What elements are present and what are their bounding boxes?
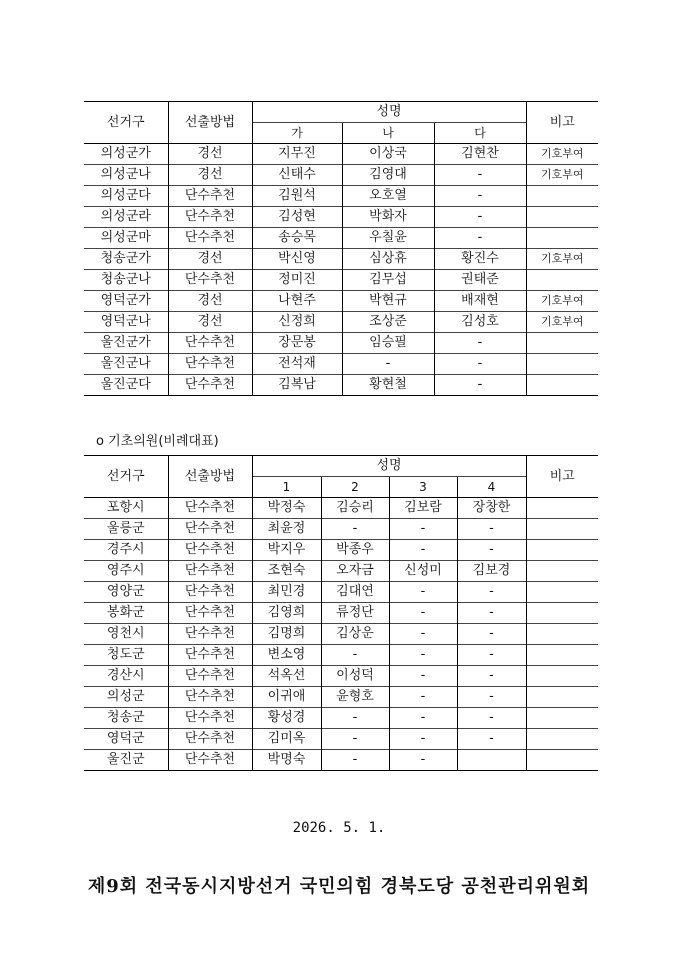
table-cell: 변소영: [252, 645, 321, 666]
table-cell: [526, 750, 598, 771]
table-cell: -: [457, 624, 526, 645]
table-cell: 최윤정: [252, 519, 321, 540]
table-cell: 단수추천: [168, 603, 252, 624]
table-cell: 신태수: [252, 165, 342, 186]
table-cell: 울릉군: [84, 519, 168, 540]
table-cell: 김원석: [252, 186, 342, 207]
header-col-2: 2: [321, 477, 389, 498]
table-row: [84, 270, 598, 291]
table-cell: 조상준: [342, 312, 434, 333]
table-row: [84, 498, 598, 519]
table-cell: 의성군나: [84, 165, 168, 186]
table-cell: 김보람: [389, 498, 457, 519]
table-cell: 기호부여: [526, 144, 598, 165]
table-row: [84, 624, 598, 645]
table-cell: 김보경: [457, 561, 526, 582]
table-cell: 이귀애: [252, 687, 321, 708]
table-cell: -: [389, 708, 457, 729]
table-cell: 김영대: [342, 165, 434, 186]
table-row: [84, 561, 598, 582]
table-cell: 단수추천: [168, 354, 252, 375]
table-cell: -: [434, 228, 526, 249]
table-cell: [526, 645, 598, 666]
table-row: [84, 144, 598, 165]
table-cell: -: [321, 708, 389, 729]
table-cell: 단수추천: [168, 687, 252, 708]
table-cell: 단수추천: [168, 228, 252, 249]
table-cell: -: [457, 687, 526, 708]
table-cell: 청송군나: [84, 270, 168, 291]
table-cell: 봉화군: [84, 603, 168, 624]
table-cell: -: [434, 165, 526, 186]
table-cell: 조현숙: [252, 561, 321, 582]
table-cell: 단수추천: [168, 666, 252, 687]
table-cell: 김승리: [321, 498, 389, 519]
table-cell: 단수추천: [168, 498, 252, 519]
section-title: o 기초의원(비례대표): [96, 434, 219, 449]
table-cell: [526, 582, 598, 603]
table-cell: 영주시: [84, 561, 168, 582]
table-cell: 우칠윤: [342, 228, 434, 249]
table-row: [84, 519, 598, 540]
table-cell: 기호부여: [526, 291, 598, 312]
table-cell: -: [389, 624, 457, 645]
table-row: [84, 165, 598, 186]
table-cell: 단수추천: [168, 645, 252, 666]
table-cell: 김명희: [252, 624, 321, 645]
table-cell: [526, 375, 598, 396]
table-cell: 이성덕: [321, 666, 389, 687]
table-cell: 울진군: [84, 750, 168, 771]
table-cell: 청송군가: [84, 249, 168, 270]
table-cell: [526, 540, 598, 561]
table-cell: [526, 354, 598, 375]
table-cell: 의성군가: [84, 144, 168, 165]
table-cell: 석옥선: [252, 666, 321, 687]
table-cell: 의성군라: [84, 207, 168, 228]
table-cell: 김영희: [252, 603, 321, 624]
table-cell: 정미진: [252, 270, 342, 291]
table-cell: -: [321, 519, 389, 540]
table-cell: [526, 666, 598, 687]
table-cell: -: [434, 186, 526, 207]
table-cell: 경선: [168, 165, 252, 186]
table-cell: -: [434, 375, 526, 396]
table-cell: 박현규: [342, 291, 434, 312]
table-row: [84, 312, 598, 333]
table-cell: 이상국: [342, 144, 434, 165]
table-cell: 전석재: [252, 354, 342, 375]
table-cell: -: [457, 603, 526, 624]
table-cell: -: [457, 645, 526, 666]
table-row: [84, 666, 598, 687]
table-cell: 의성군다: [84, 186, 168, 207]
table-cell: 단수추천: [168, 750, 252, 771]
table-cell: 박종우: [321, 540, 389, 561]
district-council-table: [84, 101, 598, 396]
table-cell: -: [457, 666, 526, 687]
header-col-da: 다: [434, 123, 526, 144]
header-district: 선거구: [106, 114, 145, 130]
table-row: [84, 582, 598, 603]
header-note: 비고: [526, 456, 598, 498]
table-cell: 심상휴: [342, 249, 434, 270]
table-cell: 단수추천: [168, 540, 252, 561]
table-cell: 김대연: [321, 582, 389, 603]
table-cell: 단수추천: [168, 729, 252, 750]
table-cell: 김무섭: [342, 270, 434, 291]
header-names: 성명: [252, 102, 526, 123]
table-cell: 김상운: [321, 624, 389, 645]
table-cell: 울진군다: [84, 375, 168, 396]
table-row: [84, 375, 598, 396]
table-cell: 단수추천: [168, 624, 252, 645]
table-cell: -: [321, 645, 389, 666]
table-cell: [526, 729, 598, 750]
table-cell: 의성군마: [84, 228, 168, 249]
table-cell: [457, 750, 526, 771]
header-col-4: 4: [457, 477, 526, 498]
table-cell: -: [321, 729, 389, 750]
table-row: [84, 645, 598, 666]
table-cell: [526, 561, 598, 582]
table-cell: 박신영: [252, 249, 342, 270]
table-cell: 박지우: [252, 540, 321, 561]
table-cell: 황진수: [434, 249, 526, 270]
table-cell: 김성호: [434, 312, 526, 333]
table-cell: 포항시: [84, 498, 168, 519]
table-cell: 경선: [168, 249, 252, 270]
table-cell: -: [389, 540, 457, 561]
table-cell: 단수추천: [168, 207, 252, 228]
table-cell: 단수추천: [168, 708, 252, 729]
table-row: [84, 729, 598, 750]
table-cell: -: [457, 708, 526, 729]
table-cell: 송승목: [252, 228, 342, 249]
table-cell: 울진군나: [84, 354, 168, 375]
table-cell: 신정희: [252, 312, 342, 333]
table-cell: [526, 687, 598, 708]
header-district: 선거구: [106, 468, 145, 484]
table-cell: 윤형호: [321, 687, 389, 708]
table-cell: 의성군: [84, 687, 168, 708]
table-row: [84, 603, 598, 624]
table-cell: 박정숙: [252, 498, 321, 519]
table-cell: [526, 228, 598, 249]
table-cell: 황성경: [252, 708, 321, 729]
table-cell: -: [389, 666, 457, 687]
table-cell: -: [434, 333, 526, 354]
table-cell: 기호부여: [526, 249, 598, 270]
header-names: 성명: [252, 456, 526, 477]
table-cell: 울진군가: [84, 333, 168, 354]
table-cell: [526, 708, 598, 729]
table-cell: -: [389, 603, 457, 624]
table-cell: [526, 624, 598, 645]
table-cell: 김미옥: [252, 729, 321, 750]
table-cell: 경주시: [84, 540, 168, 561]
table-row: [84, 291, 598, 312]
table-cell: 배재현: [434, 291, 526, 312]
table-cell: 황현철: [342, 375, 434, 396]
table-cell: 류정단: [321, 603, 389, 624]
table-cell: 청도군: [84, 645, 168, 666]
table-cell: 청송군: [84, 708, 168, 729]
table-cell: -: [321, 750, 389, 771]
table-cell: -: [434, 207, 526, 228]
table-cell: -: [389, 582, 457, 603]
table-row: [84, 540, 598, 561]
header-col-na: 나: [342, 123, 434, 144]
table-cell: 단수추천: [168, 270, 252, 291]
table-cell: 김현찬: [434, 144, 526, 165]
table-cell: 임승필: [342, 333, 434, 354]
table-row: [84, 354, 598, 375]
table-cell: 나현주: [252, 291, 342, 312]
table-cell: 단수추천: [168, 375, 252, 396]
document-date: 2026. 5. 1.: [292, 820, 386, 836]
table-cell: 경산시: [84, 666, 168, 687]
table-cell: 지무진: [252, 144, 342, 165]
table-cell: 신성미: [389, 561, 457, 582]
table-cell: 단수추천: [168, 333, 252, 354]
table-cell: [526, 603, 598, 624]
header-col-ga: 가: [252, 123, 342, 144]
table-cell: 박명숙: [252, 750, 321, 771]
table-row: [84, 249, 598, 270]
table-cell: -: [389, 687, 457, 708]
table-cell: [526, 207, 598, 228]
table-cell: -: [457, 729, 526, 750]
table-cell: 기호부여: [526, 165, 598, 186]
table-cell: 영덕군나: [84, 312, 168, 333]
table-cell: -: [434, 354, 526, 375]
table-cell: 오자금: [321, 561, 389, 582]
table-cell: -: [457, 582, 526, 603]
table-cell: 기호부여: [526, 312, 598, 333]
table-cell: 장창한: [457, 498, 526, 519]
table-cell: -: [389, 729, 457, 750]
table-cell: 영덕군: [84, 729, 168, 750]
table-cell: -: [342, 354, 434, 375]
table-cell: 김성현: [252, 207, 342, 228]
table-cell: [526, 498, 598, 519]
header-col-1: 1: [252, 477, 321, 498]
header-col-3: 3: [389, 477, 457, 498]
table-cell: [526, 519, 598, 540]
table-cell: -: [389, 750, 457, 771]
table-cell: -: [389, 645, 457, 666]
header-note: 비고: [526, 102, 598, 144]
table-row: [84, 687, 598, 708]
table-cell: [526, 333, 598, 354]
table-cell: 단수추천: [168, 519, 252, 540]
proportional-council-table: [84, 455, 598, 771]
table-cell: 단수추천: [168, 561, 252, 582]
table-cell: 장문봉: [252, 333, 342, 354]
table-cell: 경선: [168, 144, 252, 165]
table-cell: 경선: [168, 291, 252, 312]
table-cell: 경선: [168, 312, 252, 333]
header-method: 선출방법: [168, 456, 252, 498]
table-row: [84, 333, 598, 354]
table-cell: 오호열: [342, 186, 434, 207]
table-row: [84, 228, 598, 249]
table-row: [84, 750, 598, 771]
table-cell: [526, 186, 598, 207]
table-cell: 영양군: [84, 582, 168, 603]
table-cell: 최민경: [252, 582, 321, 603]
header-method: 선출방법: [168, 102, 252, 144]
table-cell: 영덕군가: [84, 291, 168, 312]
table-cell: 단수추천: [168, 582, 252, 603]
table-cell: 단수추천: [168, 186, 252, 207]
table-row: [84, 207, 598, 228]
table-cell: -: [389, 519, 457, 540]
table-cell: 박화자: [342, 207, 434, 228]
table-cell: 김복남: [252, 375, 342, 396]
table-cell: [526, 270, 598, 291]
table-row: [84, 708, 598, 729]
table-cell: 영천시: [84, 624, 168, 645]
issuing-organization: 제9회 전국동시지방선거 국민의힘 경북도당 공천관리위원회: [87, 876, 591, 897]
table-cell: -: [457, 540, 526, 561]
table-cell: 권태준: [434, 270, 526, 291]
table-cell: -: [457, 519, 526, 540]
table-row: [84, 186, 598, 207]
